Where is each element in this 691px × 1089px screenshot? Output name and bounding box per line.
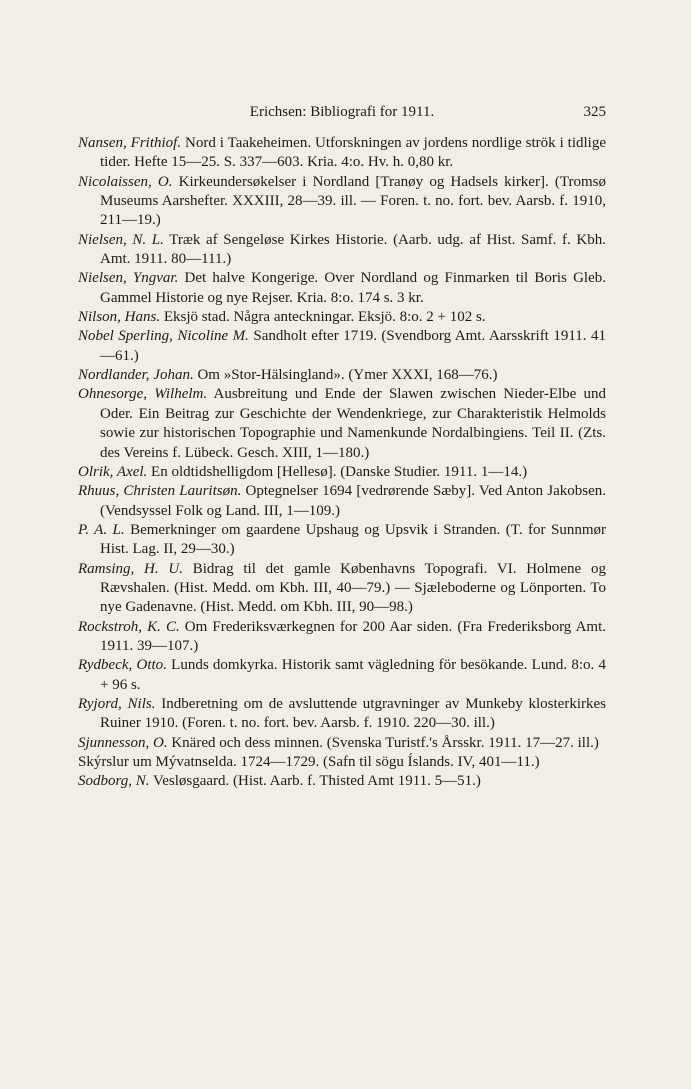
bibliography-entry (78, 327, 606, 366)
bibliography-entry (78, 753, 606, 772)
bibliography-entry (78, 695, 606, 734)
entry-author: Sodborg, N. (78, 773, 150, 790)
entry-text: Bemerkninger om gaardene Upshaug og Upsvik i Stranden. (T. for Sunnmør Hist. Lag. II, 29—30.) (100, 521, 606, 558)
entry-text: Indberetning om de avsluttende utgravninger av Munkeby klosterkirkes Ruiner 1910. (Foren. t. no. fort. bev. Aarsb. f. 1910. 220—30. ill.) (100, 695, 606, 732)
entry-author: Ryjord, Nils. (78, 695, 156, 712)
entry-author: Nielsen, N. L. (78, 231, 164, 248)
running-header (78, 104, 606, 124)
bibliography-entry (78, 618, 606, 657)
entry-text: Om »Stor-Hälsingland». (Ymer XXXI, 168—76.) (193, 367, 498, 384)
entry-author: Ramsing, H. U. (78, 560, 183, 577)
entry-text: Ausbreitung und Ende der Slawen zwischen Nieder-Elbe und Oder. Ein Beitrag zur Geschichte der Wendenkriege, zur Charakteristik Helmolds sowie zur historischen Topographie und Namenkunde Nordalbingiens. Teil II. (Zts. des Vereins f. Lübeck. Gesch. XIII, 1—180.) (100, 386, 607, 461)
bibliography-entry (78, 463, 606, 482)
entry-author: Rhuus, Christen Lauritsøn. (78, 483, 242, 500)
page-number: 325 (583, 104, 606, 120)
entry-text: En oldtidshelligdom [Hellesø]. (Danske Studier. 1911. 1—14.) (147, 463, 528, 480)
entry-text: Lunds domkyrka. Historik samt vägledning för besökande. Lund. 8:o. 4 + 96 s. (100, 657, 606, 693)
entry-text: Knäred och dess minnen. (Svenska Turistf.'s Årsskr. 1911. 17—27. ill.) (167, 734, 599, 751)
entry-author: Nordlander, Johan. (78, 367, 194, 384)
entry-author: Nilson, Hans. (78, 309, 161, 326)
entry-author: Rydbeck, Otto. (78, 657, 167, 674)
entry-author: Nobel Sperling, Nicoline M. (78, 328, 249, 345)
entry-text: Nord i Taakeheimen. Utforskningen av jordens nordlige strök i tidlige tider. Hefte 15—25. S. 337—603. Kria. 4:o. Hv. h. 0,80 kr. (100, 135, 606, 171)
bibliography-entry (78, 772, 606, 791)
entry-author: P. A. L. (78, 521, 125, 538)
bibliography-entry (78, 482, 606, 521)
entry-text: Eksjö stad. Några anteckningar. Eksjö. 8:o. 2 + 102 s. (160, 309, 486, 326)
entry-text: Optegnelser 1694 [vedrørende Sæby]. Ved Anton Jakobsen. (Vendsyssel Folk og Land. III, 1—109.) (100, 483, 606, 519)
entry-author: Nansen, Frithiof. (78, 135, 182, 151)
bibliography-entry (78, 656, 606, 695)
bibliography-entry (78, 385, 606, 462)
entry-text: Bidrag til det gamle Københavns Topografi. VI. Holmene og Rævshalen. (Hist. Medd. om Kbh. III, 40—79.) — Sjæleboderne og Lönporten. To nye Gadenavne. (Hist. Medd. om Kbh. III, 90—98.) (100, 560, 606, 616)
bibliography-entry (78, 231, 606, 270)
entry-text: Sandholt efter 1719. (Svendborg Amt. Aarsskrift 1911. 41—61.) (100, 328, 607, 364)
bibliography-entry (78, 269, 606, 308)
entry-text: Træk af Sengeløse Kirkes Historie. (Aarb. udg. af Hist. Samf. f. Kbh. Amt. 1911. 80—111.) (100, 231, 606, 268)
entry-text: Det halve Kongerige. Over Nordland og Finmarken til Boris Gleb. Gammel Historie og nye Rejser. Kria. 8:o. 174 s. 3 kr. (100, 270, 606, 306)
entry-text: Vesløsgaard. (Hist. Aarb. f. Thisted Amt 1911. 5—51.) (149, 773, 481, 790)
bibliography-entry (78, 308, 606, 327)
entry-author: Rockstroh, K. C. (78, 618, 180, 635)
entry-author: Olrik, Axel. (78, 463, 148, 480)
entry-author: Nicolaissen, O. (78, 173, 173, 190)
entry-author: Nielsen, Yngvar. (78, 270, 179, 287)
entry-text: Skýrslur um Mývatnselda. 1724—1729. (Safn til sögu Íslands. IV, 401—11.) (78, 754, 540, 770)
entry-text: Kirkeundersøkelser i Nordland [Tranøy og Hadsels kirker]. (Tromsø Museums Aarshefter. XXXIII, 28—39. ill. — Foren. t. no. fort. bev. Aarsb. f. 1910, 211—19.) (100, 173, 606, 229)
bibliography-list (78, 134, 606, 792)
entry-text: Om Frederiksværkegnen for 200 Aar siden. (Fra Frederiksborg Amt. 1911. 39—107.) (100, 618, 606, 654)
bibliography-entry (78, 173, 606, 231)
bibliography-entry (78, 734, 606, 753)
bibliography-entry (78, 366, 606, 385)
bibliography-entry (78, 134, 606, 173)
bibliography-entry (78, 560, 606, 618)
running-title: Erichsen: Bibliografi for 1911. (249, 104, 435, 120)
bibliography-entry (78, 521, 606, 560)
entry-author: Ohnesorge, Wilhelm. (78, 386, 208, 403)
entry-author: Sjunnesson, O. (78, 734, 168, 751)
